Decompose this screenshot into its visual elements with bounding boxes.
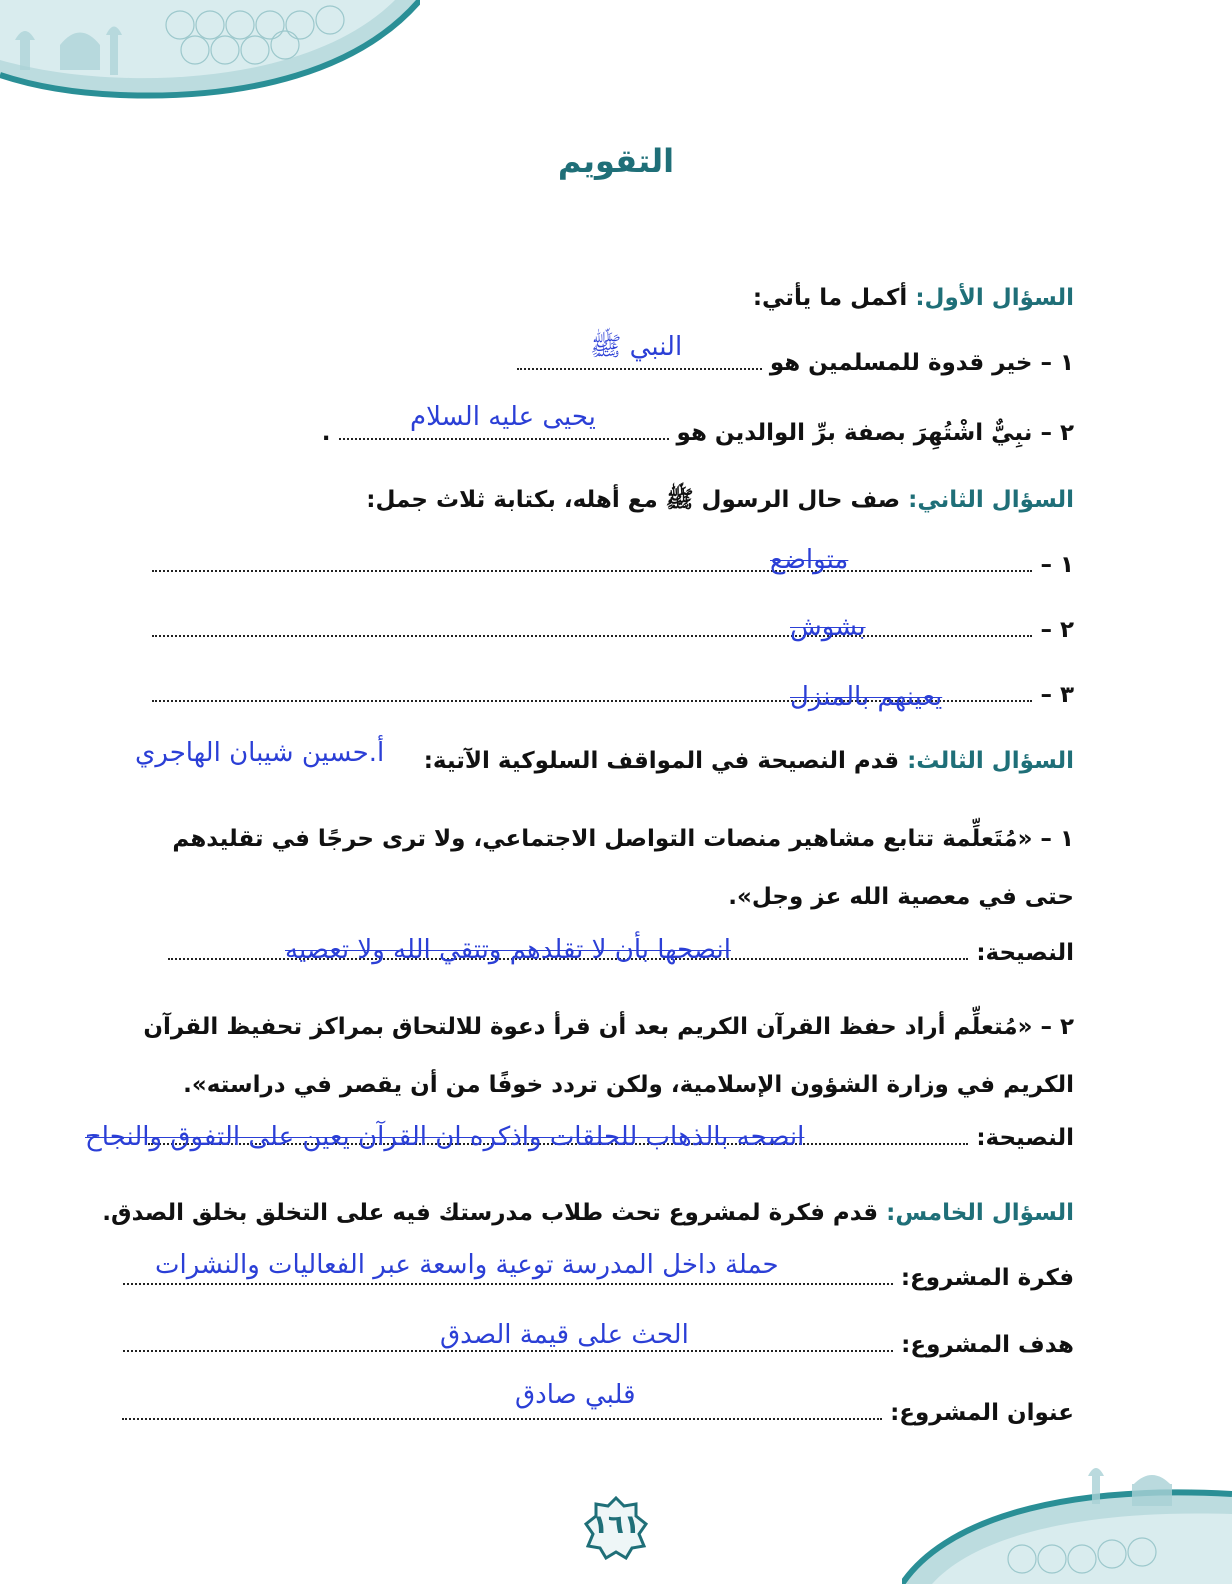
q2-instruction: صف حال الرسول ﷺ مع أهله، بكتابة ثلاث جمل: bbox=[366, 487, 901, 513]
q5-instruction: قدم فكرة لمشروع تحث طلاب مدرستك فيه على التخلق بخلق الصدق. bbox=[102, 1200, 879, 1226]
top-ornament bbox=[0, 0, 420, 100]
page-number: ١٦١ bbox=[592, 1510, 640, 1540]
q3-situation-2: ٢ – «مُتعلِّم أراد حفظ القرآن الكريم بعد أن قرأ دعوة للالتحاق بمراكز تحفيظ القرآن الكريم في وزارة الشؤون الإسلامية، ولكن تردد خوفًا من أن يقصر في دراسته». bbox=[143, 1014, 1074, 1098]
q5-field-1-answer: حملة داخل المدرسة توعية واسعة عبر الفعاليات والنشرات bbox=[155, 1250, 779, 1280]
q1-item-1-answer: النبي ﷺ bbox=[590, 332, 683, 362]
q5-field-2-answer: الحث على قيمة الصدق bbox=[440, 1320, 689, 1350]
q2-heading bbox=[366, 485, 1074, 519]
q2-item-2 bbox=[152, 617, 1074, 643]
q1-item-2-text: ٢ – نبِيٌّ اشْتُهِرَ بصفة برِّ الوالدين هو bbox=[676, 420, 1074, 446]
q1-instruction: أكمل ما يأتي: bbox=[752, 285, 908, 311]
q5-field-1-label: فكرة المشروع: bbox=[900, 1265, 1074, 1291]
q2-item-1 bbox=[152, 552, 1074, 578]
q5-label: السؤال الخامس: bbox=[886, 1200, 1074, 1226]
q1-item-2-end: . bbox=[321, 420, 331, 446]
q2-item-2-num: ٢ – bbox=[1040, 617, 1074, 643]
q5-field-2-label: هدف المشروع: bbox=[901, 1332, 1074, 1358]
q2-item-3-answer: يعينهم بالمنزل bbox=[790, 682, 943, 712]
q3-situation-1: ١ – «مُتَعلِّمة تتابع مشاهير منصات التواصل الاجتماعي، ولا ترى حرجًا في تقليدهم حتى في معصية الله عز وجل». bbox=[172, 826, 1074, 910]
q3-advice-2-answer: انصحه بالذهاب للحلقات واذكره ان القرآن يعين على التفوق والنجاح bbox=[85, 1122, 805, 1152]
q2-item-1-answer: متواضع bbox=[770, 545, 849, 575]
q3-advice-1-answer: انصحها بأن لا تقلدهم وتتقي الله ولا تعصيه bbox=[285, 935, 731, 965]
q3-label: السؤال الثالث: bbox=[907, 748, 1074, 774]
q2-item-3-num: ٣ – bbox=[1040, 682, 1074, 708]
q3-heading bbox=[424, 748, 1074, 774]
q2-item-1-num: ١ – bbox=[1040, 552, 1074, 578]
answer-line bbox=[152, 566, 1032, 572]
q5-field-3-answer: قلبي صادق bbox=[515, 1380, 636, 1410]
q1-item-2-answer: يحيى عليه السلام bbox=[410, 402, 596, 432]
q5-field-3-label: عنوان المشروع: bbox=[890, 1400, 1074, 1426]
advice-label: النصيحة: bbox=[976, 1125, 1074, 1151]
advice-label: النصيحة: bbox=[976, 940, 1074, 966]
q1-item-1-text: ١ – خير قدوة للمسلمين هو bbox=[769, 350, 1074, 376]
page-title: التقويم bbox=[557, 142, 675, 180]
q5-heading bbox=[102, 1200, 1074, 1226]
author-signature: أ.حسين شيبان الهاجري bbox=[135, 738, 385, 768]
answer-line bbox=[152, 631, 1032, 637]
answer-line bbox=[339, 434, 669, 440]
q3-instruction: قدم النصيحة في المواقف السلوكية الآتية: bbox=[423, 748, 900, 774]
q2-item-2-answer: بشوش bbox=[790, 612, 866, 642]
bottom-ornament bbox=[902, 1464, 1232, 1584]
answer-line bbox=[122, 1414, 882, 1420]
q2-label: السؤال الثاني: bbox=[908, 487, 1074, 513]
q1-label: السؤال الأول: bbox=[915, 285, 1074, 311]
q1-heading bbox=[753, 285, 1074, 311]
